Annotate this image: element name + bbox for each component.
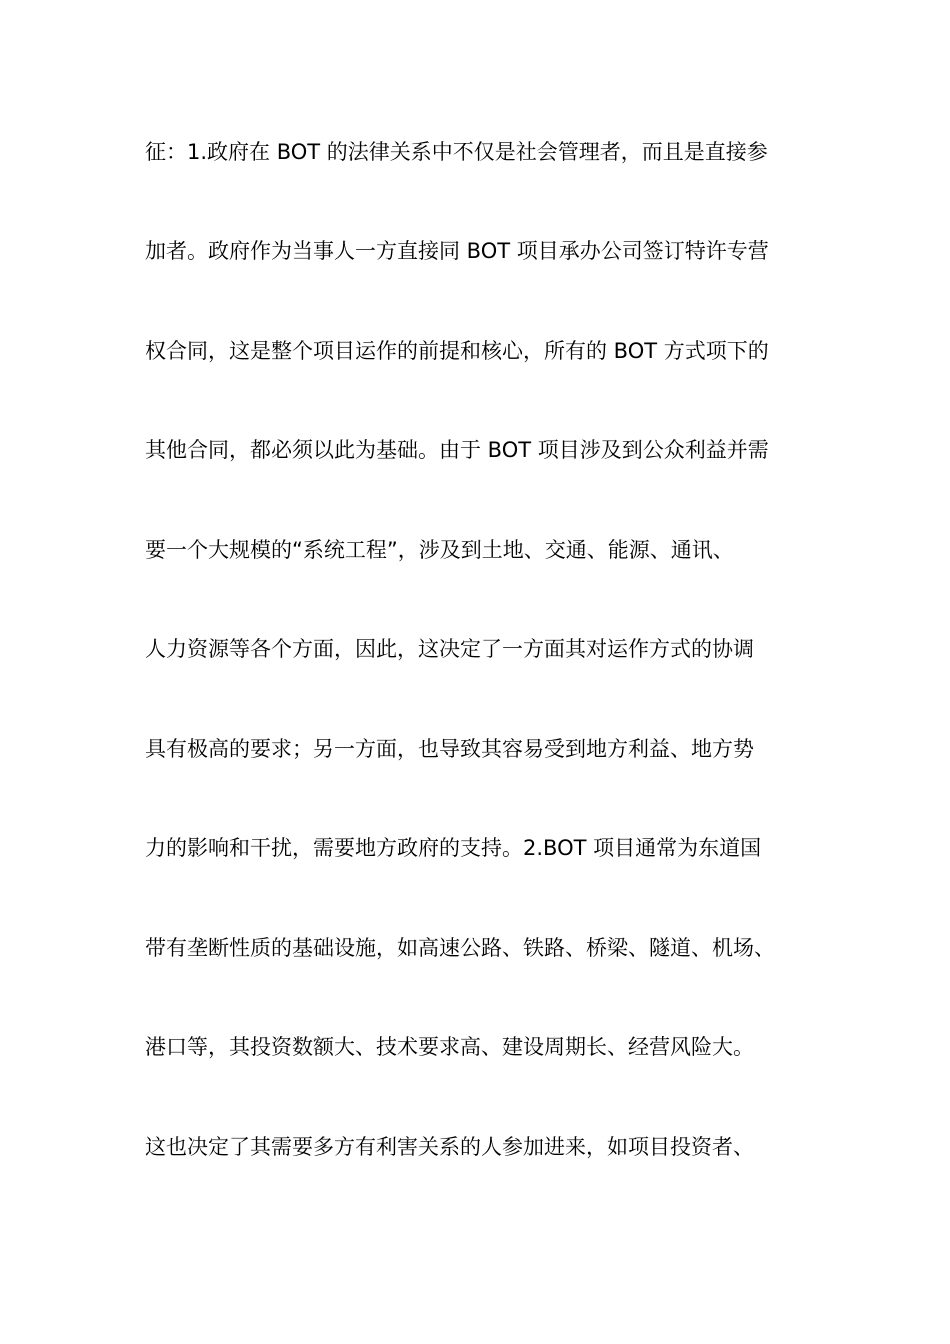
text-line-9: 带有垄断性质的基础设施，如高速公路、铁路、桥梁、隧道、机场、 (145, 936, 775, 960)
text-line-7: 具有极高的要求；另一方面，也导致其容易受到地方利益、地方势 (145, 737, 754, 761)
text-line-8: 力的影响和干扰，需要地方政府的支持。2.BOT 项目通常为东道国 (145, 836, 762, 860)
text-line-3: 权合同，这是整个项目运作的前提和核心，所有的 BOT 方式项下的 (145, 339, 769, 363)
text-line-2: 加者。政府作为当事人一方直接同 BOT 项目承办公司签订特许专营 (145, 239, 769, 263)
text-line-1: 征：1.政府在 BOT 的法律关系中不仅是社会管理者，而且是直接参 (145, 140, 768, 164)
text-line-10: 港口等，其投资数额大、技术要求高、建设周期长、经营风险大。 (145, 1035, 754, 1059)
text-line-4: 其他合同，都必须以此为基础。由于 BOT 项目涉及到公众利益并需 (145, 438, 769, 462)
text-line-5: 要一个大规模的“系统工程”，涉及到土地、交通、能源、通讯、 (145, 538, 734, 562)
text-line-6: 人力资源等各个方面，因此，这决定了一方面其对运作方式的协调 (145, 637, 754, 661)
text-line-11: 这也决定了其需要多方有利害关系的人参加进来，如项目投资者、 (145, 1135, 754, 1159)
